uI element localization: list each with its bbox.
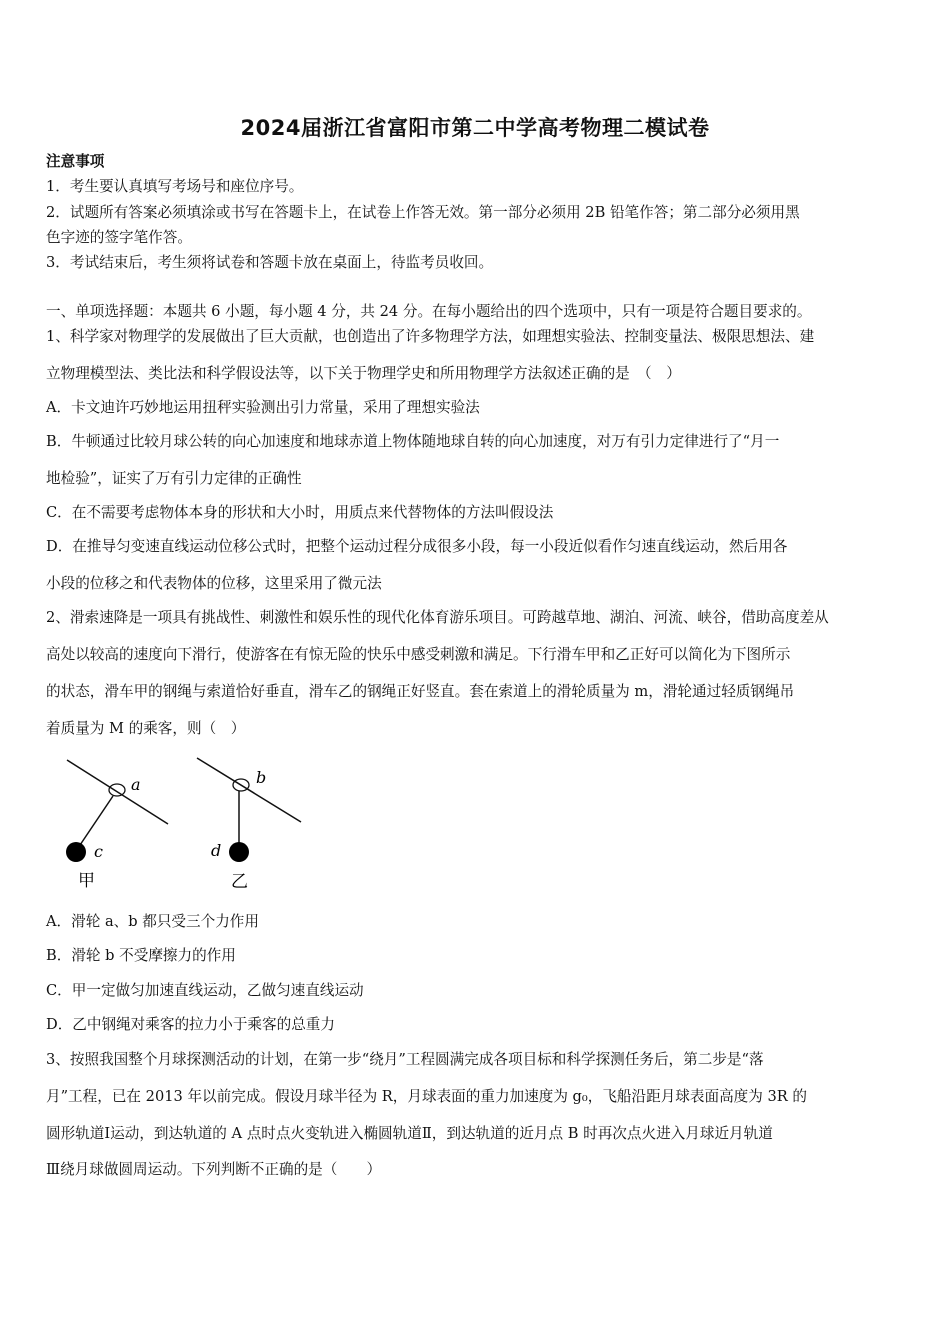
q2-stem-line-3: 的状态，滑车甲的钢绳与索道恰好垂直，滑车乙的钢绳正好竖直。套在索道上的滑轮质量为 m，滑轮通过轻质钢绳吊 xyxy=(46,683,795,700)
q2-stem-line-4: 着质量为 M 的乘客，则（ ） xyxy=(46,720,246,737)
page-title: 2024届浙江省富阳市第二中学高考物理二模试卷 xyxy=(240,116,710,140)
q2-option-c: C．甲一定做匀加速直线运动，乙做匀速直线运动 xyxy=(46,982,364,999)
pulley-a xyxy=(109,784,125,796)
q3-stem-line-2: 月”工程，已在 2013 年以前完成。假设月球半径为 R，月球表面的重力加速度为 g₀，飞船沿距月球表面高度为 3R 的 xyxy=(46,1088,808,1105)
pulley-diagram-svg xyxy=(55,748,315,898)
q3-stem-line-1: 3、按照我国整个月球探测活动的计划，在第一步“绕月”工程圆满完成各项目标和科学探测任务后，第二步是“落 xyxy=(46,1051,764,1068)
q1-option-a: A．卡文迪许巧妙地运用扭秤实验测出引力常量，采用了理想实验法 xyxy=(46,399,480,416)
pulley-diagram xyxy=(55,748,315,898)
cable-left xyxy=(67,760,168,824)
label-d: d xyxy=(211,841,222,860)
q1-stem-line-1: 1、科学家对物理学的发展做出了巨大贡献，也创造出了许多物理学方法，如理想实验法、控制变量法、极限思想法、建 xyxy=(46,328,815,345)
notice-item-2-cont: 色字迹的签字笔作答。 xyxy=(46,229,192,246)
notice-item-3: 3．考试结束后，考生须将试卷和答题卡放在桌面上，待监考员收回。 xyxy=(46,254,494,271)
q2-option-b: B．滑轮 b 不受摩擦力的作用 xyxy=(46,947,236,964)
q1-option-d: D．在推导匀变速直线运动位移公式时，把整个运动过程分成很多小段，每一小段近似看作匀速直线运动，然后用各 xyxy=(46,538,788,555)
notice-item-2: 2．试题所有答案必须填涂或书写在答题卡上，在试卷上作答无效。第一部分必须用 2B 铅笔作答；第二部分必须用黑 xyxy=(46,204,800,221)
section-heading: 一、单项选择题：本题共 6 小题，每小题 4 分，共 24 分。在每小题给出的四个选项中，只有一项是符合题目要求的。 xyxy=(46,303,812,320)
label-c: c xyxy=(94,842,103,861)
q1-option-b: B．牛顿通过比较月球公转的向心加速度和地球赤道上物体随地球自转的向心加速度，对万有引力定律进行了“月一 xyxy=(46,433,780,450)
q2-stem-line-1: 2、滑索速降是一项具有挑战性、刺激性和娱乐性的现代化体育游乐项目。可跨越草地、湖泊、河流、峡谷，借助高度差从 xyxy=(46,609,829,626)
q2-option-d: D．乙中钢绳对乘客的拉力小于乘客的总重力 xyxy=(46,1016,335,1033)
q2-stem-line-2: 高处以较高的速度向下滑行，使游客在有惊无险的快乐中感受刺激和满足。下行滑车甲和乙正好可以简化为下图所示 xyxy=(46,646,791,663)
q1-stem-line-2: 立物理模型法、类比法和科学假设法等，以下关于物理学史和所用物理学方法叙述正确的是 （ ） xyxy=(46,365,681,382)
q1-option-b-cont: 地检验”，证实了万有引力定律的正确性 xyxy=(46,470,302,487)
notice-item-1: 1．考生要认真填写考场号和座位序号。 xyxy=(46,178,304,195)
cable-right xyxy=(197,758,301,822)
q1-option-d-cont: 小段的位移之和代表物体的位移，这里采用了微元法 xyxy=(46,575,382,592)
q1-option-c: C．在不需要考虑物体本身的形状和大小时，用质点来代替物体的方法叫假设法 xyxy=(46,504,554,521)
label-a: a xyxy=(131,775,141,794)
q2-option-a: A．滑轮 a、b 都只受三个力作用 xyxy=(46,913,259,930)
caption-left: 甲 xyxy=(78,871,95,891)
notice-heading: 注意事项 xyxy=(46,153,105,170)
caption-right: 乙 xyxy=(231,872,248,892)
q3-stem-line-4: Ⅲ绕月球做圆周运动。下列判断不正确的是（ ） xyxy=(46,1161,382,1178)
q3-stem-line-3: 圆形轨道Ⅰ运动，到达轨道的 A 点时点火变轨进入椭圆轨道Ⅱ，到达轨道的近月点 B 时再次点火进入月球近月轨道 xyxy=(46,1125,773,1142)
passenger-d xyxy=(229,842,249,862)
label-b: b xyxy=(256,768,267,787)
rope-left xyxy=(78,796,113,848)
passenger-c xyxy=(66,842,86,862)
